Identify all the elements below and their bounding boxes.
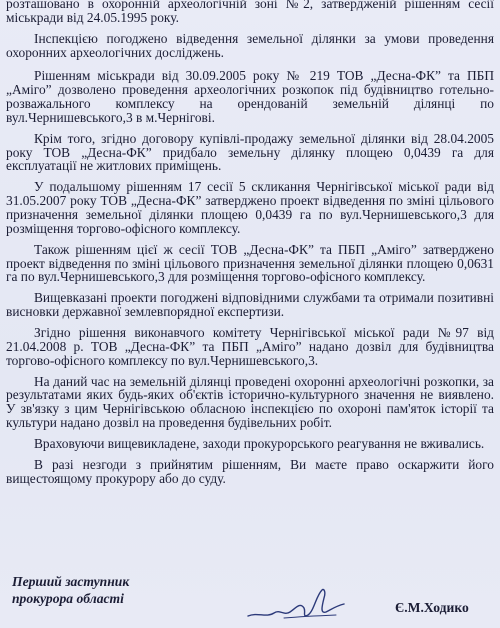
- paragraph-continuation: розташовано в охоронній археологічній зоні №2, затвердженій рішенням сесії міськради від 24.05.1995 року.: [6, 0, 494, 25]
- signatory-name: Є.М.Ходико: [395, 600, 469, 615]
- paragraph-inspection-approval: Інспекцією погоджено відведення земельної ділянки за умови проведення охоронних археологічних досліджень.: [6, 30, 494, 60]
- paragraph-executive-committee: Згідно рішення виконавчого комітету Чернігівської міської ради №97 від 21.04.2008 р. ТОВ „Десна-ФК” та ПБП „Аміго” надано дозвіл для будівництва торгово-офісного комплексу по вул.Чернишевського,3.: [6, 325, 494, 368]
- paragraph-sale-agreement: Крім того, згідно договору купівлі-продажу земельної ділянки від 28.04.2005 року ТОВ „Десна-ФК” придбало земельну ділянку площею 0,0439 га для експлуатації не житлових приміщень.: [6, 130, 494, 174]
- paragraph-no-measures: Враховуючи вищевикладене, заходи прокурорського реагування не вживались.: [34, 436, 485, 452]
- letter-body: [6, 0, 494, 493]
- signatory-title-line1: Перший заступник: [12, 574, 130, 589]
- paragraph-second-project: Також рішенням цієї ж сесії ТОВ „Десна-ФК” та ПБП „Аміго” затверджено проект відведення по зміні цільового призначення земельної ділянки площею 0,0631 га по вул.Чернишевського,3 для розміщення торгово-офісного комплексу.: [6, 241, 494, 285]
- paragraph-excavations: На даний час на земельній ділянці проведені охоронні археологічні розкопки, за результатами яких будь-яких об'єктів історично-культурного значення не виявлено. У зв'язку з цим Чернігівською обласною інспекцією по охороні пам'яток історії та культури надано дозвіл на проведення будівельних робіт.: [6, 373, 494, 431]
- signatory-title-line2: прокурора області: [12, 591, 124, 606]
- paragraph-expertise: Вищевказані проекти погоджені відповідними службами та отримали позитивні висновки державної землевпорядної експертизи.: [6, 290, 494, 320]
- paragraph-appeal-right: В разі незгоди з прийнятим рішенням, Ви маєте право оскаржити його вищестоящому прокурору або до суду.: [6, 457, 494, 486]
- paragraph-city-council-decision: Рішенням міськради від 30.09.2005 року № 219 ТОВ „Десна-ФК” та ПБП „Аміго” дозволено проведення археологічних розкопок під будівництво готельно-розважального комплексу на орендованій земельній ділянці по вул.Чернишевського,3 в м.Чернігові.: [6, 68, 494, 125]
- handwritten-signature: [244, 582, 354, 624]
- paragraph-session-decision: У подальшому рішенням 17 сесії 5 скликання Чернігівської міської ради від 31.05.2007 року ТОВ „Десна-ФК” затверджено проект відведення по зміні цільового призначення земельної ділянки площею 0,0439 га по вул.Чернишевського,3 для розміщення торгово-офісного комплексу.: [6, 179, 494, 236]
- signatory-title: [12, 573, 129, 607]
